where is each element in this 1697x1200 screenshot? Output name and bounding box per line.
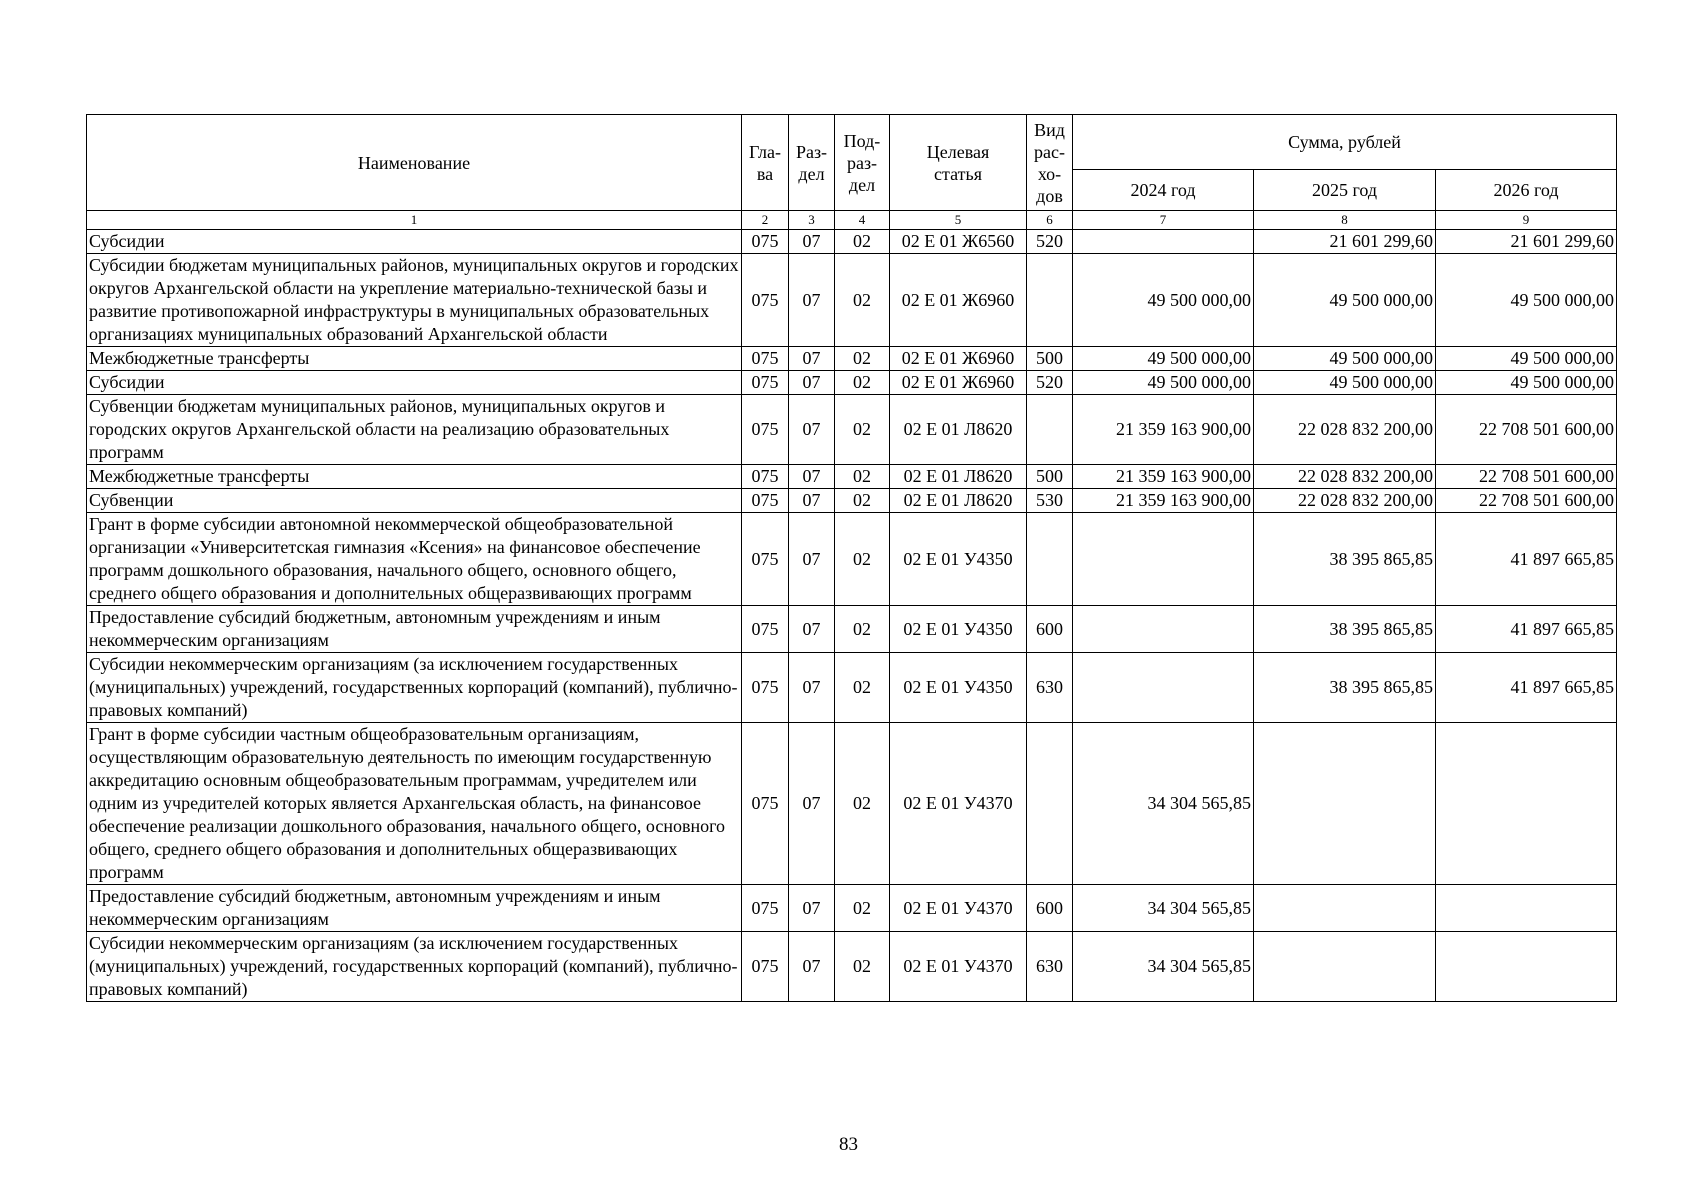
row-subsection: 02: [835, 606, 890, 653]
row-target-article: 02 Е 01 У4370: [890, 885, 1027, 932]
row-name: Субсидии некоммерческим организациям (за исключением государственных (муниципальных) учреждений, государственных корпораций (компаний), публично-правовых компаний): [87, 932, 742, 1002]
row-target-article: 02 Е 01 Ж6960: [890, 371, 1027, 395]
row-amount-2024: 49 500 000,00: [1073, 347, 1254, 371]
row-section: 07: [789, 395, 835, 465]
row-amount-2024: [1073, 653, 1254, 723]
row-amount-2025: 38 395 865,85: [1254, 653, 1436, 723]
column-number: 2: [742, 211, 789, 230]
row-chapter: 075: [742, 723, 789, 885]
header-name: Наименование: [87, 115, 742, 211]
column-number: 1: [87, 211, 742, 230]
row-subsection: 02: [835, 885, 890, 932]
column-number: 7: [1073, 211, 1254, 230]
row-chapter: 075: [742, 395, 789, 465]
row-expense-type: 500: [1027, 465, 1073, 489]
row-target-article: 02 Е 01 У4350: [890, 653, 1027, 723]
row-amount-2025: [1254, 723, 1436, 885]
table-row: [87, 723, 1617, 885]
row-section: 07: [789, 347, 835, 371]
row-amount-2026: [1436, 723, 1617, 885]
row-expense-type: 630: [1027, 932, 1073, 1002]
row-section: 07: [789, 465, 835, 489]
row-amount-2024: 34 304 565,85: [1073, 723, 1254, 885]
row-chapter: 075: [742, 932, 789, 1002]
table-row: [87, 885, 1617, 932]
row-amount-2025: [1254, 932, 1436, 1002]
row-chapter: 075: [742, 254, 789, 347]
row-amount-2026: 49 500 000,00: [1436, 371, 1617, 395]
row-chapter: 075: [742, 489, 789, 513]
column-number: 4: [835, 211, 890, 230]
row-amount-2024: 49 500 000,00: [1073, 254, 1254, 347]
row-target-article: 02 Е 01 У4350: [890, 606, 1027, 653]
row-target-article: 02 Е 01 У4350: [890, 513, 1027, 606]
row-amount-2026: 41 897 665,85: [1436, 513, 1617, 606]
row-amount-2024: 21 359 163 900,00: [1073, 465, 1254, 489]
row-chapter: 075: [742, 465, 789, 489]
row-chapter: 075: [742, 371, 789, 395]
row-subsection: 02: [835, 465, 890, 489]
row-section: 07: [789, 371, 835, 395]
row-subsection: 02: [835, 347, 890, 371]
table-row: [87, 932, 1617, 1002]
row-amount-2025: [1254, 885, 1436, 932]
row-chapter: 075: [742, 230, 789, 254]
table-row: [87, 371, 1617, 395]
row-target-article: 02 Е 01 Ж6960: [890, 254, 1027, 347]
row-amount-2025: 38 395 865,85: [1254, 606, 1436, 653]
column-number: 5: [890, 211, 1027, 230]
row-amount-2026: 21 601 299,60: [1436, 230, 1617, 254]
row-expense-type: 530: [1027, 489, 1073, 513]
row-amount-2024: [1073, 230, 1254, 254]
row-chapter: 075: [742, 347, 789, 371]
row-amount-2026: 49 500 000,00: [1436, 347, 1617, 371]
page-number: 83: [839, 1134, 858, 1155]
row-name: Межбюджетные трансферты: [87, 465, 742, 489]
row-target-article: 02 Е 01 Л8620: [890, 489, 1027, 513]
row-name: Субсидии: [87, 371, 742, 395]
header-target: Целевая статья: [890, 115, 1027, 211]
column-number: 8: [1254, 211, 1436, 230]
row-expense-type: 600: [1027, 885, 1073, 932]
header-year-2025: 2025 год: [1254, 170, 1436, 211]
table-row: [87, 395, 1617, 465]
row-subsection: 02: [835, 230, 890, 254]
row-amount-2026: 22 708 501 600,00: [1436, 489, 1617, 513]
row-subsection: 02: [835, 489, 890, 513]
row-name: Субсидии: [87, 230, 742, 254]
row-amount-2026: 22 708 501 600,00: [1436, 395, 1617, 465]
row-amount-2024: 21 359 163 900,00: [1073, 489, 1254, 513]
row-section: 07: [789, 513, 835, 606]
column-number: 6: [1027, 211, 1073, 230]
row-target-article: 02 Е 01 У4370: [890, 723, 1027, 885]
row-expense-type: [1027, 723, 1073, 885]
row-amount-2026: [1436, 932, 1617, 1002]
row-name: Грант в форме субсидии автономной некоммерческой общеобразовательной организации «Университетская гимназия «Ксения» на финансовое обеспечение программ дошкольного образования, начального общего, основного общего, среднего общего образования и дополнительных общеразвивающих программ: [87, 513, 742, 606]
row-subsection: 02: [835, 254, 890, 347]
table-row: [87, 230, 1617, 254]
row-amount-2026: 49 500 000,00: [1436, 254, 1617, 347]
header-sum: Сумма, рублей: [1073, 115, 1617, 170]
table-row: [87, 489, 1617, 513]
row-amount-2024: [1073, 513, 1254, 606]
column-number: 9: [1436, 211, 1617, 230]
row-subsection: 02: [835, 395, 890, 465]
budget-table: [86, 114, 1617, 1002]
row-subsection: 02: [835, 513, 890, 606]
row-expense-type: 520: [1027, 371, 1073, 395]
row-name: Грант в форме субсидии частным общеобразовательным организациям, осуществляющим образовательную деятельность по имеющим государственную аккредитацию основным общеобразовательным программам, учредителем или одним из учредителей которых является Архангельская область, на финансовое обеспечение реализации дошкольного образования, начального общего, основного общего, среднего общего образования и дополнительных общеразвивающих программ: [87, 723, 742, 885]
row-expense-type: [1027, 395, 1073, 465]
row-expense-type: [1027, 254, 1073, 347]
row-amount-2026: [1436, 885, 1617, 932]
row-subsection: 02: [835, 371, 890, 395]
row-amount-2026: 22 708 501 600,00: [1436, 465, 1617, 489]
row-amount-2025: 49 500 000,00: [1254, 254, 1436, 347]
row-expense-type: [1027, 513, 1073, 606]
row-target-article: 02 Е 01 Л8620: [890, 465, 1027, 489]
table-row: [87, 465, 1617, 489]
row-amount-2024: [1073, 606, 1254, 653]
row-name: Субсидии бюджетам муниципальных районов, муниципальных округов и городских округов Архангельской области на укрепление материально-технической базы и развитие противопожарной инфраструктуры в муниципальных образовательных организациях муниципальных образований Архангельской области: [87, 254, 742, 347]
row-expense-type: 520: [1027, 230, 1073, 254]
row-subsection: 02: [835, 653, 890, 723]
row-target-article: 02 Е 01 У4370: [890, 932, 1027, 1002]
table-row: [87, 606, 1617, 653]
column-number: 3: [789, 211, 835, 230]
row-amount-2025: 21 601 299,60: [1254, 230, 1436, 254]
row-subsection: 02: [835, 932, 890, 1002]
row-amount-2026: 41 897 665,85: [1436, 653, 1617, 723]
row-amount-2025: 22 028 832 200,00: [1254, 489, 1436, 513]
row-name: Предоставление субсидий бюджетным, автономным учреждениям и иным некоммерческим организациям: [87, 885, 742, 932]
row-expense-type: 500: [1027, 347, 1073, 371]
row-amount-2024: 34 304 565,85: [1073, 885, 1254, 932]
row-amount-2024: 34 304 565,85: [1073, 932, 1254, 1002]
row-amount-2025: 22 028 832 200,00: [1254, 465, 1436, 489]
table-row: [87, 513, 1617, 606]
table-body: [87, 230, 1617, 1002]
header-expense-type: Вид рас- хо- дов: [1027, 115, 1073, 211]
row-amount-2025: 49 500 000,00: [1254, 371, 1436, 395]
row-section: 07: [789, 606, 835, 653]
header-chapter: Гла- ва: [742, 115, 789, 211]
header-year-2024: 2024 год: [1073, 170, 1254, 211]
row-name: Субвенции бюджетам муниципальных районов, муниципальных округов и городских округов Архангельской области на реализацию образовательных программ: [87, 395, 742, 465]
row-name: Субвенции: [87, 489, 742, 513]
row-expense-type: 600: [1027, 606, 1073, 653]
row-chapter: 075: [742, 606, 789, 653]
table-row: [87, 653, 1617, 723]
row-amount-2024: 21 359 163 900,00: [1073, 395, 1254, 465]
row-chapter: 075: [742, 513, 789, 606]
row-target-article: 02 Е 01 Ж6960: [890, 347, 1027, 371]
row-name: Субсидии некоммерческим организациям (за исключением государственных (муниципальных) учреждений, государственных корпораций (компаний), публично-правовых компаний): [87, 653, 742, 723]
table-header: [87, 115, 1617, 230]
row-expense-type: 630: [1027, 653, 1073, 723]
row-chapter: 075: [742, 885, 789, 932]
table-row: [87, 254, 1617, 347]
row-section: 07: [789, 653, 835, 723]
header-section: Раз- дел: [789, 115, 835, 211]
row-amount-2025: 49 500 000,00: [1254, 347, 1436, 371]
row-amount-2025: 22 028 832 200,00: [1254, 395, 1436, 465]
row-amount-2024: 49 500 000,00: [1073, 371, 1254, 395]
row-target-article: 02 Е 01 Ж6560: [890, 230, 1027, 254]
row-section: 07: [789, 723, 835, 885]
row-subsection: 02: [835, 723, 890, 885]
row-amount-2026: 41 897 665,85: [1436, 606, 1617, 653]
header-year-2026: 2026 год: [1436, 170, 1617, 211]
row-chapter: 075: [742, 653, 789, 723]
row-section: 07: [789, 254, 835, 347]
row-section: 07: [789, 230, 835, 254]
row-amount-2025: 38 395 865,85: [1254, 513, 1436, 606]
table-row: [87, 347, 1617, 371]
row-target-article: 02 Е 01 Л8620: [890, 395, 1027, 465]
row-section: 07: [789, 885, 835, 932]
row-section: 07: [789, 489, 835, 513]
header-subsection: Под- раз- дел: [835, 115, 890, 211]
row-name: Предоставление субсидий бюджетным, автономным учреждениям и иным некоммерческим организациям: [87, 606, 742, 653]
row-name: Межбюджетные трансферты: [87, 347, 742, 371]
row-section: 07: [789, 932, 835, 1002]
